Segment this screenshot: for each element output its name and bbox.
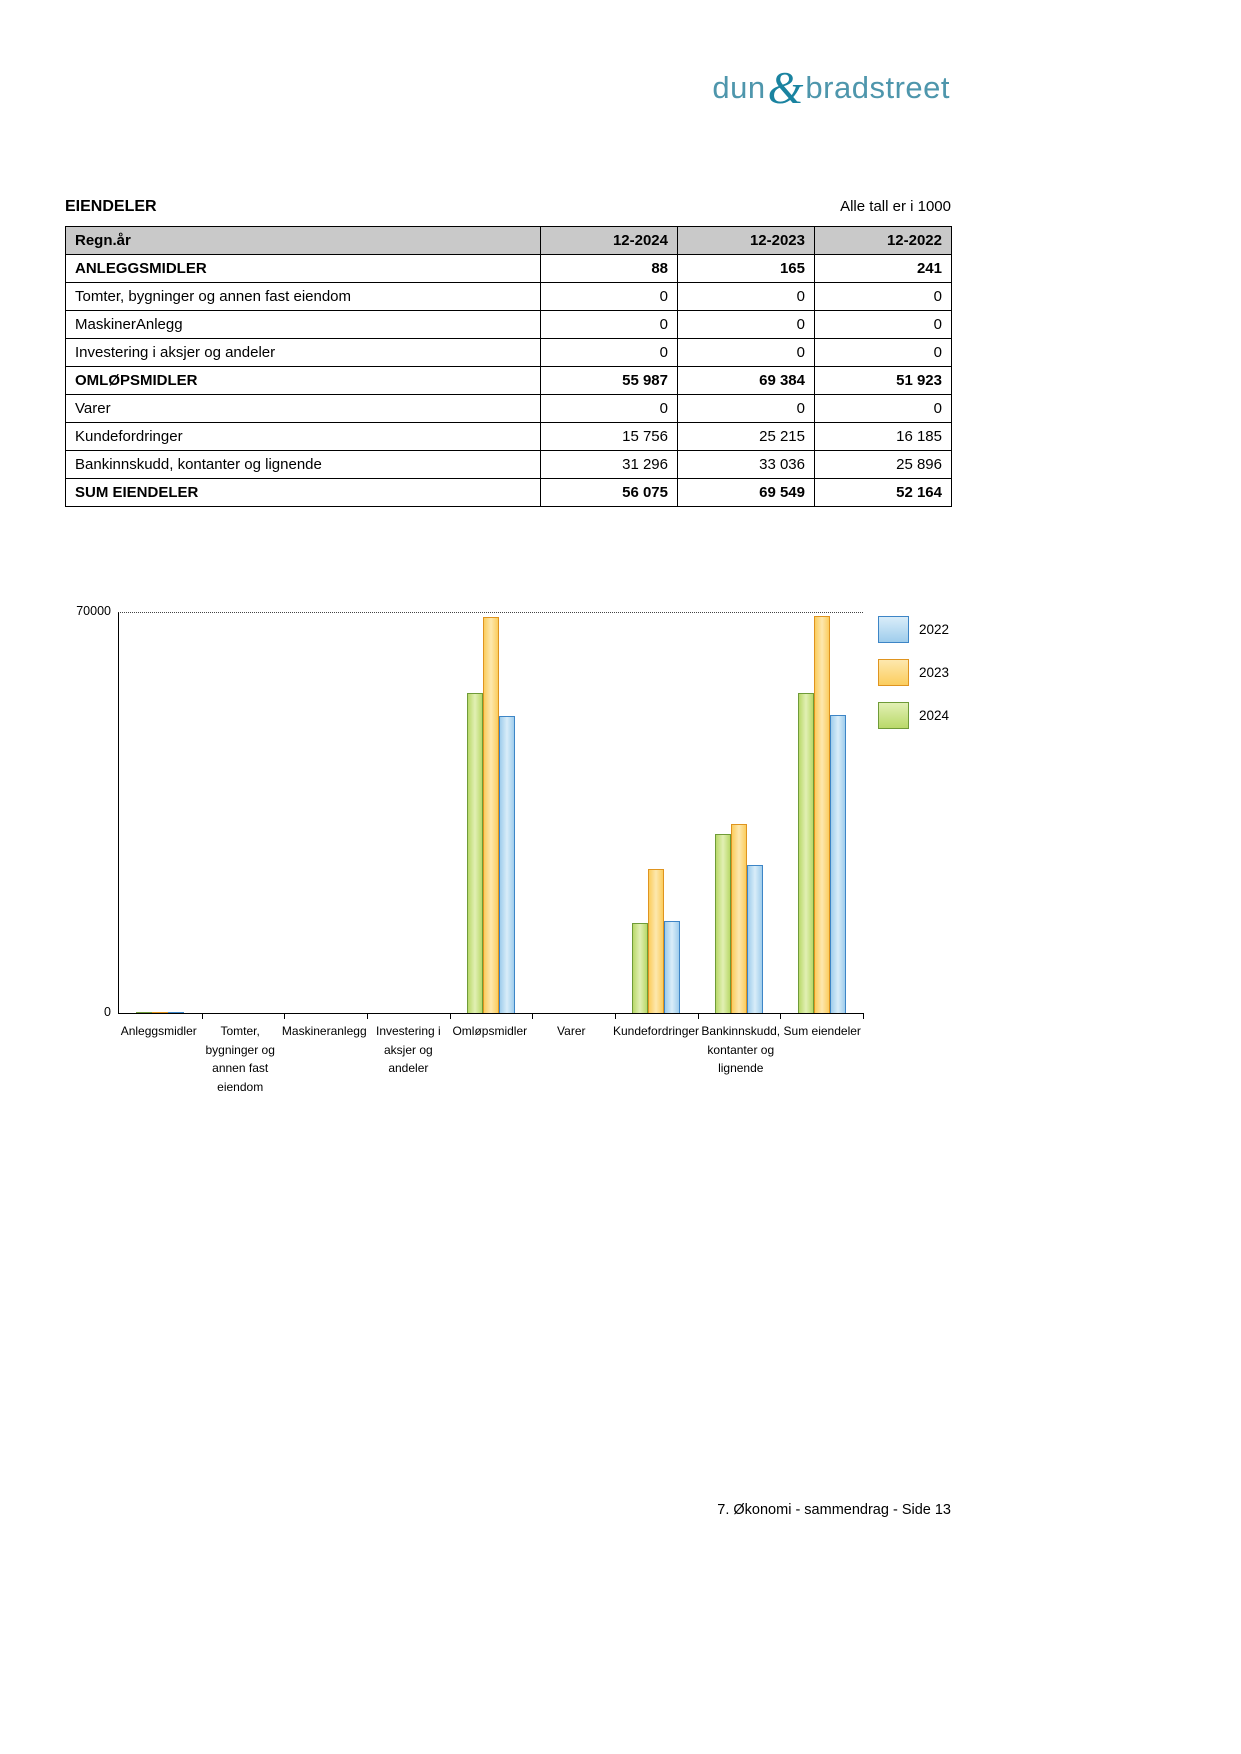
section-title: EIENDELER [65, 198, 157, 215]
row-value: 0 [678, 283, 815, 311]
row-value: 0 [815, 311, 952, 339]
chart-plot [118, 612, 863, 1014]
table-row [66, 395, 952, 423]
bar-group [202, 613, 285, 1013]
bar-2023 [648, 869, 664, 1013]
row-value: 16 185 [815, 423, 952, 451]
x-axis-label: Sum eiendeler [783, 1024, 861, 1038]
bar-2022 [499, 716, 515, 1013]
bar-group [284, 613, 367, 1013]
x-axis-label: Varer [557, 1024, 586, 1038]
dun-bradstreet-logo: dun & bradstreet [712, 62, 950, 113]
bar-group [615, 613, 698, 1013]
row-value: 0 [678, 395, 815, 423]
row-value: 0 [815, 339, 952, 367]
row-value: 51 923 [815, 367, 952, 395]
bar-2024 [467, 693, 483, 1013]
row-value: 25 896 [815, 451, 952, 479]
row-label: MaskinerAnlegg [66, 311, 541, 339]
row-value: 55 987 [541, 367, 678, 395]
row-value: 0 [678, 339, 815, 367]
x-axis-label: Maskineranlegg [281, 1024, 367, 1038]
bar-2022 [664, 921, 680, 1013]
table-row [66, 479, 952, 507]
row-value: 15 756 [541, 423, 678, 451]
bar-2024 [798, 693, 814, 1013]
row-label: ANLEGGSMIDLER [66, 255, 541, 283]
bar-2023 [152, 1012, 168, 1013]
bar-2023 [483, 617, 499, 1013]
bar-group [450, 613, 533, 1013]
x-axis-label: Omløpsmidler [452, 1024, 528, 1038]
row-value: 25 215 [678, 423, 815, 451]
row-value: 88 [541, 255, 678, 283]
table-row [66, 423, 952, 451]
row-value: 0 [541, 395, 678, 423]
row-value: 69 384 [678, 367, 815, 395]
page-footer: 7. Økonomi - sammendrag - Side 13 [717, 1502, 951, 1518]
row-value: 31 296 [541, 451, 678, 479]
legend-label: 2022 [919, 622, 950, 637]
bar-group [698, 613, 781, 1013]
chart-plot-wrap [118, 612, 863, 1096]
legend-swatch [878, 659, 909, 686]
row-value: 33 036 [678, 451, 815, 479]
row-value: 0 [541, 283, 678, 311]
row-label: SUM EIENDELER [66, 479, 541, 507]
row-value: 241 [815, 255, 952, 283]
column-header-2022: 12-2022 [815, 227, 952, 255]
x-axis-label: Investering i aksjer og andeler [376, 1024, 441, 1076]
assets-bar-chart [65, 604, 951, 1096]
row-label: Bankinnskudd, kontanter og lignende [66, 451, 541, 479]
bar-2024 [715, 834, 731, 1013]
legend-label: 2024 [919, 708, 950, 723]
units-note: Alle tall er i 1000 [840, 198, 951, 215]
bar-group [780, 613, 863, 1013]
table-row [66, 311, 952, 339]
bar-2023 [731, 824, 747, 1013]
row-value: 52 164 [815, 479, 952, 507]
table-header-row [66, 227, 952, 255]
row-value: 0 [815, 283, 952, 311]
row-value: 56 075 [541, 479, 678, 507]
x-axis-label: Anleggsmidler [120, 1024, 197, 1038]
bar-group [119, 613, 202, 1013]
bar-group [367, 613, 450, 1013]
bar-2024 [632, 923, 648, 1013]
row-value: 0 [541, 311, 678, 339]
row-label: Varer [66, 395, 541, 423]
chart-legend [878, 616, 949, 745]
x-axis-label: Tomter, bygninger og annen fast eiendom [205, 1024, 275, 1094]
row-value: 165 [678, 255, 815, 283]
section-heading-row [65, 198, 951, 216]
column-header-2023: 12-2023 [678, 227, 815, 255]
bar-group [532, 613, 615, 1013]
x-axis-label: Bankinnskudd, kontanter og lignende [701, 1024, 781, 1076]
legend-swatch [878, 616, 909, 643]
legend-swatch [878, 702, 909, 729]
legend-item [878, 616, 949, 643]
bar-2022 [830, 715, 846, 1013]
column-header-2024: 12-2024 [541, 227, 678, 255]
bar-2024 [136, 1012, 152, 1013]
chart-xlabels [118, 1022, 863, 1096]
bar-2023 [814, 616, 830, 1013]
row-label: OMLØPSMIDLER [66, 367, 541, 395]
logo-word-bradstreet: bradstreet [805, 70, 950, 105]
row-value: 0 [541, 339, 678, 367]
table-row [66, 451, 952, 479]
table-row [66, 283, 952, 311]
legend-item [878, 702, 949, 729]
row-label: Kundefordringer [66, 423, 541, 451]
row-value: 0 [678, 311, 815, 339]
y-axis-tick-zero: 0 [104, 1005, 111, 1019]
row-value: 0 [815, 395, 952, 423]
bar-2022 [747, 865, 763, 1013]
y-axis-tick-max: 70000 [76, 604, 111, 618]
logo-word-dun: dun [712, 70, 766, 105]
table-body [66, 255, 952, 507]
assets-table [65, 226, 952, 507]
row-label: Investering i aksjer og andeler [66, 339, 541, 367]
row-label: Tomter, bygninger og annen fast eiendom [66, 283, 541, 311]
table-row [66, 255, 952, 283]
row-value: 69 549 [678, 479, 815, 507]
legend-item [878, 659, 949, 686]
table-row [66, 339, 952, 367]
legend-label: 2023 [919, 665, 950, 680]
bar-2022 [168, 1012, 184, 1013]
table-row [66, 367, 952, 395]
column-header-regnar: Regn.år [66, 227, 541, 255]
x-axis-label: Kundefordringer [612, 1024, 700, 1038]
